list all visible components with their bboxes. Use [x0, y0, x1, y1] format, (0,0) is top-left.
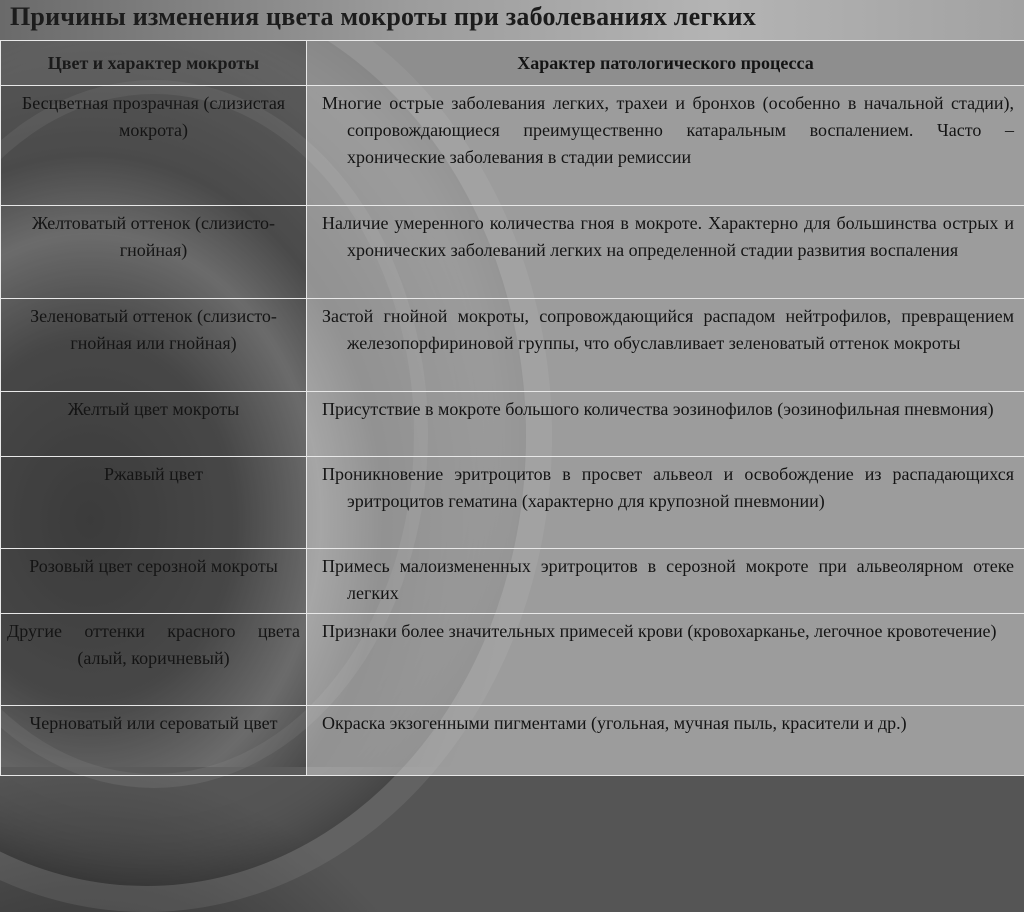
title-bar	[0, 0, 1024, 40]
process-text: Многие острые заболевания легких, трахеи и бронхов (особенно в начальной стадии), сопровождающиеся преимущественно катаральным воспалением. Часто – хронические заболевания в стадии ремиссии	[347, 90, 1014, 171]
process-text: Окраска экзогенными пигментами (угольная, мучная пыль, красители и др.)	[347, 710, 1014, 737]
process-cell	[307, 392, 1024, 457]
table-row	[1, 614, 1024, 706]
table-header-row	[1, 41, 1024, 86]
table-row	[1, 457, 1024, 549]
process-cell	[307, 614, 1024, 706]
process-text: Присутствие в мокроте большого количества эозинофилов (эозинофильная пневмония)	[347, 396, 1014, 423]
process-text: Застой гнойной мокроты, сопровождающийся распадом нейтрофилов, превращением железопорфириновой группы, что обуславливает зеленоватый оттенок мокроты	[347, 303, 1014, 357]
table-row	[1, 86, 1024, 206]
column-header-process: Характер патологического процесса	[307, 41, 1024, 86]
process-text: Признаки более значительных примесей крови (кровохарканье, легочное кровотечение)	[347, 618, 1014, 645]
process-text: Проникновение эритроцитов в просвет альвеол и освобождение из распадающихся эритроцитов гематина (характерно для крупозной пневмонии)	[347, 461, 1014, 515]
process-cell	[307, 206, 1024, 299]
slide-title: Причины изменения цвета мокроты при заболеваниях легких	[10, 2, 756, 32]
color-cell: Ржавый цвет	[1, 457, 307, 549]
table-row	[1, 299, 1024, 392]
column-header-color: Цвет и характер мокроты	[1, 41, 307, 86]
table-row	[1, 206, 1024, 299]
color-cell: Другие оттенки красного цвета (алый, коричневый)	[1, 614, 307, 706]
sputum-color-table	[0, 40, 1024, 776]
process-text: Наличие умеренного количества гноя в мокроте. Характерно для большинства острых и хронических заболеваний легких на определенной стадии развития воспаления	[347, 210, 1014, 264]
table-row	[1, 706, 1024, 776]
process-cell	[307, 86, 1024, 206]
table-row	[1, 549, 1024, 614]
color-cell: Бесцветная прозрачная (слизистая мокрота)	[1, 86, 307, 206]
process-cell	[307, 299, 1024, 392]
process-cell	[307, 457, 1024, 549]
color-cell: Черноватый или сероватый цвет	[1, 706, 307, 776]
color-cell: Желтый цвет мокроты	[1, 392, 307, 457]
table-row	[1, 392, 1024, 457]
process-cell	[307, 706, 1024, 776]
color-cell: Розовый цвет серозной мокроты	[1, 549, 307, 614]
color-cell: Желтоватый оттенок (слизисто-гнойная)	[1, 206, 307, 299]
color-cell: Зеленоватый оттенок (слизисто-гнойная или гнойная)	[1, 299, 307, 392]
process-cell	[307, 549, 1024, 614]
process-text: Примесь малоизмененных эритроцитов в серозной мокроте при альвеолярном отеке легких	[347, 553, 1014, 607]
